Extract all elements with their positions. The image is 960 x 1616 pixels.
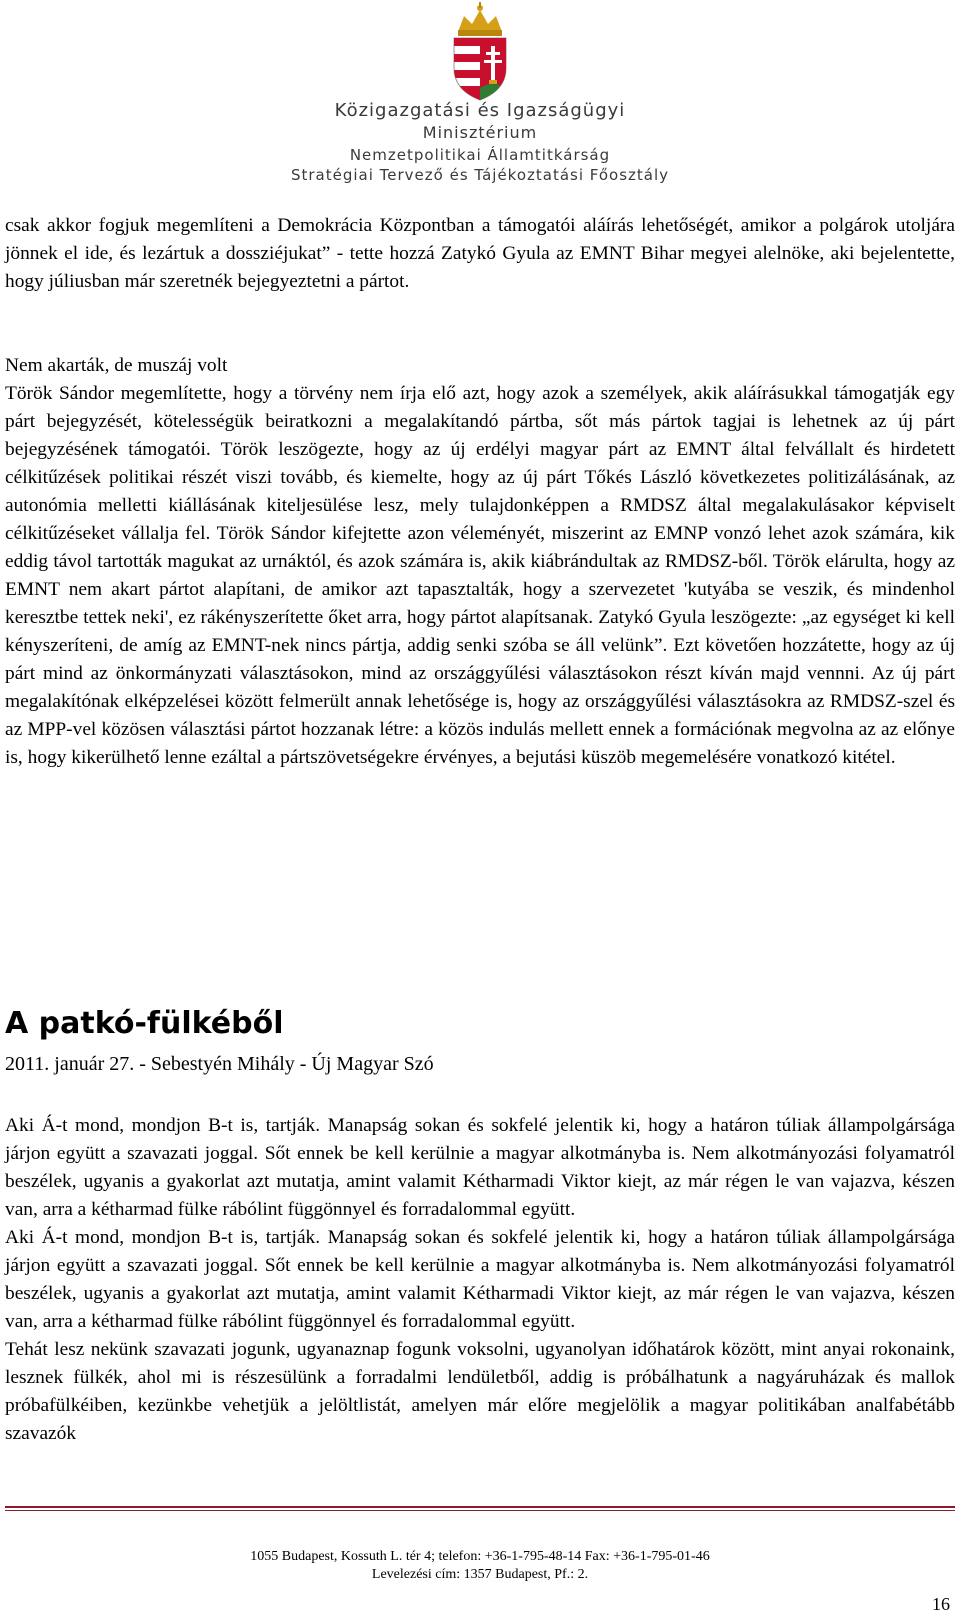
ministry-office-line: Stratégiai Tervező és Tájékoztatási Főosztály (290, 166, 670, 184)
article2-paragraph1: Aki Á-t mond, mondjon B-t is, tartják. Manapság sokan és sokfelé jelentik ki, hogy a határon túliak állampolgársága járjon együtt a szavazati joggal. Sőt ennek be kell kerülnie a magyar alkotmányba is. Nem alkotmányozási folyamatról beszélek, ugyanis a gyakorlat azt mutatja, amint valamit Kétharmadi Viktor kiejt, az már régen le van vajazva, készen van, arra a kétharmad fülke rábólint függönnyel és forradalommal együtt. (5, 1115, 955, 1220)
footer-divider (5, 1506, 955, 1508)
hungarian-coat-of-arms-icon (444, 2, 516, 102)
article2-byline: 2011. január 27. - Sebestyén Mihály - Új Magyar Szó (5, 1053, 434, 1075)
article2-paragraph2: Aki Á-t mond, mondjon B-t is, tartják. Manapság sokan és sokfelé jelentik ki, hogy a határon túliak állampolgársága járjon együtt a szavazati joggal. Sőt ennek be kell kerülnie a magyar alkotmányba is. Nem alkotmányozási folyamatról beszélek, ugyanis a gyakorlat azt mutatja, amint valamit Kétharmadi Viktor kiejt, az már régen le van vajazva, készen van, arra a kétharmad fülke rábólint függönnyel és forradalommal együtt. (5, 1227, 955, 1332)
ministry-department-line: Nemzetpolitikai Államtitkárság (349, 146, 611, 164)
footer-mail-address: Levelezési cím: 1357 Budapest, Pf.: 2. (371, 1567, 589, 1582)
article2-body (5, 1112, 955, 1448)
article2-title: A patkó-fülkéből (5, 1006, 284, 1041)
letterhead (0, 0, 960, 190)
article1-paragraph1: csak akkor fogjuk megemlíteni a Demokrácia Központban a támogatói aláírás lehetőségét, amikor a polgárok utoljára jönnek el ide, és lezártuk a dossziéjukat” - tette hozzá Zatykó Gyula az EMNT Bihar megyei alelnöke, aki bejelentette, hogy júliusban már szeretnék bejegyeztetni a pártot. (5, 215, 955, 292)
page-number: 16 (932, 1594, 950, 1614)
ministry-name-line2: Minisztérium (422, 123, 538, 142)
article1-body (5, 352, 955, 772)
article1-paragraph2: Török Sándor megemlítette, hogy a törvény nem írja elő azt, hogy azok a személyek, akik aláírásukkal támogatják egy párt bejegyzését, kötelességük beiratkozni a megalakítandó pártba, sőt más pártok tagjai is lehetnek az új párt bejegyzésének támogatói. Török leszögezte, hogy az új erdélyi magyar párt az EMNT által felvállalt és hirdetett célkitűzések politikai részét viszi tovább, és kiemelte, hogy az új párt Tőkés László következetes politizálásának, az autonómia melletti kiállásának kiteljesülése lesz, mely tulajdonképpen a RMDSZ által megalakulásakor képviselt célkitűzéseket vállalja fel. Török Sándor kifejtette azon véleményét, miszerint az EMNP vonzó lehet azok számára, kik eddig távol tartották magukat az urnáktól, és azok számára is, akik kiábrándultak az RMDSZ-ből. Török elárulta, hogy az EMNT nem akart pártot alapítani, de amikor azt tapasztalták, hogy a szervezetet 'kutyába se veszik, és mindenhol keresztbe tettek neki', ez rákényszerítette őket arra, hogy pártot alapítsanak. Zatykó Gyula leszögezte: „az egységet ki kell kényszeríteni, de amíg az EMNT-nek nincs pártja, addig senki szóba se áll velünk”. Ezt követően hozzátette, hogy az új párt mind az önkormányzati választásokon, mind az országgyűlési választásokon részt kíván majd vennni. Az új párt megalakítónak elképzelései között felmerült annak lehetősége is, hogy az országgyűlési választásokra az RMDSZ-szel és az MPP-vel közösen választási pártot hozzanak létre: a közös indulás mellett ennek a formációnak megvolna az az előnye is, hogy kikerülhető lenne ezáltal a pártszövetségekre érvényes, a bejutási küszöb megemelésére vonatkozó kitétel. (5, 383, 955, 768)
ministry-name-line1: Közigazgatási és Igazságügyi (334, 100, 626, 121)
footer-address: 1055 Budapest, Kossuth L. tér 4; telefon: +36-1-795-48-14 Fax: +36-1-795-01-46 (250, 1549, 710, 1564)
article1-subheading: Nem akarták, de muszáj volt (5, 355, 228, 376)
article2-paragraph3: Tehát lesz nekünk szavazati jogunk, ugyanaznap fogunk voksolni, ugyanolyan időhatárok között, mint anyai rokonaink, lesznek fülkék, ahol mi is részesülünk a forradalmi lendületből, addig is próbálhatunk a nagyáruházak és mallok próbafülkéiben, kezünkbe vehetjük a jelöltlistát, amelyen már előre megjelölik a magyar politikában analfabétább szavazók (5, 1339, 955, 1444)
footer-divider-thin (5, 1510, 955, 1511)
article1-intro (5, 212, 955, 296)
